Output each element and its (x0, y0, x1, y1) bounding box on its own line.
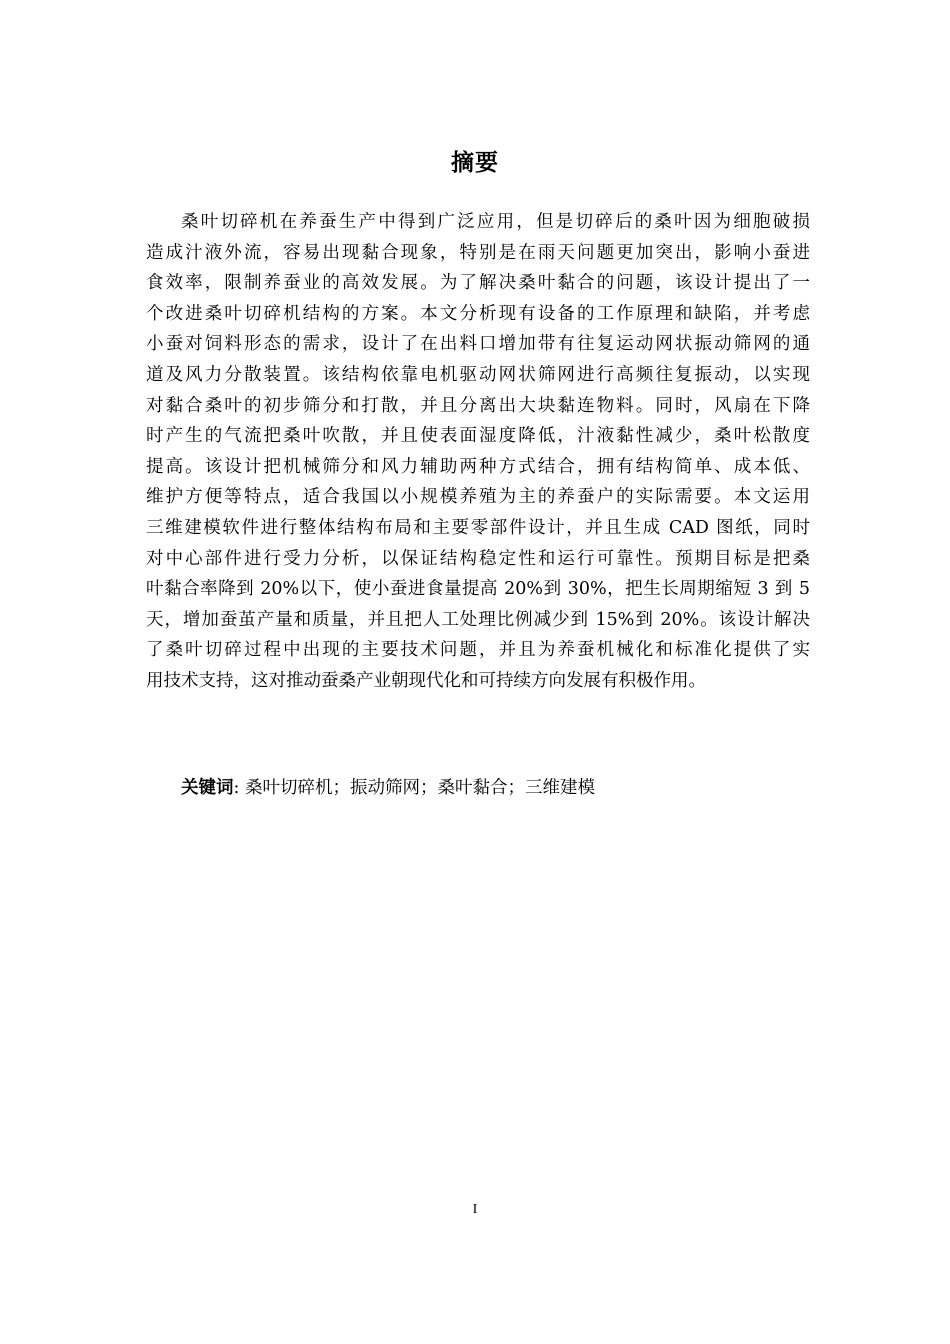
abstract-line: 时产生的气流把桑叶吹散，并且使表面湿度降低，汁液黏性减少，桑叶松散度 (146, 426, 810, 447)
abstract-line: 道及风力分散装置。该结构依靠电机驱动网状筛网进行高频往复振动，以实现 (146, 364, 810, 385)
keywords-label: 关键词 (181, 778, 234, 798)
abstract-line: 对中心部件进行受力分析，以保证结构稳定性和运行可靠性。预期目标是把桑 (146, 548, 810, 569)
abstract-line: 造成汁液外流，容易出现黏合现象，特别是在雨天问题更加突出，影响小蚕进 (146, 242, 810, 263)
abstract-line: 小蚕对饲料形态的需求，设计了在出料口增加带有往复运动网状振动筛网的通 (146, 334, 810, 355)
keywords-line (181, 773, 595, 803)
abstract-line: 天，增加蚕茧产量和质量，并且把人工处理比例减少到 15%到 20%。该设计解决 (146, 609, 810, 630)
abstract-line: 个改进桑叶切碎机结构的方案。本文分析现有设备的工作原理和缺陷，并考虑 (146, 303, 810, 324)
abstract-line: 了桑叶切碎过程中出现的主要技术问题，并且为养蚕机械化和标准化提供了实 (146, 640, 810, 661)
abstract-line: 桑叶切碎机在养蚕生产中得到广泛应用，但是切碎后的桑叶因为细胞破损 (181, 212, 810, 232)
abstract-title: 摘要 (451, 150, 499, 176)
abstract-line: 三维建模软件进行整体结构布局和主要零部件设计，并且生成 CAD 图纸，同时 (146, 517, 810, 538)
abstract-line: 维护方便等特点，适合我国以小规模养殖为主的养蚕户的实际需要。本文运用 (146, 487, 810, 508)
abstract-line: 食效率，限制养蚕业的高效发展。为了解决桑叶黏合的问题，该设计提出了一 (146, 273, 810, 294)
abstract-line: 用技术支持，这对推动蚕桑产业朝现代化和可持续方向发展有积极作用。 (146, 670, 706, 691)
abstract-line: 叶黏合率降到 20%以下，使小蚕进食量提高 20%到 30%，把生长周期缩短 3 到 5 (146, 579, 810, 600)
abstract-line: 对黏合桑叶的初步筛分和打散，并且分离出大块黏连物料。同时，风扇在下降 (146, 395, 810, 416)
page-number: I (472, 1202, 478, 1217)
keywords-separator: : (233, 778, 240, 798)
keywords-text: 桑叶切碎机；振动筛网；桑叶黏合；三维建模 (244, 778, 595, 798)
abstract-line: 提高。该设计把机械筛分和风力辅助两种方式结合，拥有结构简单、成本低、 (146, 456, 810, 477)
abstract-body (146, 207, 810, 697)
